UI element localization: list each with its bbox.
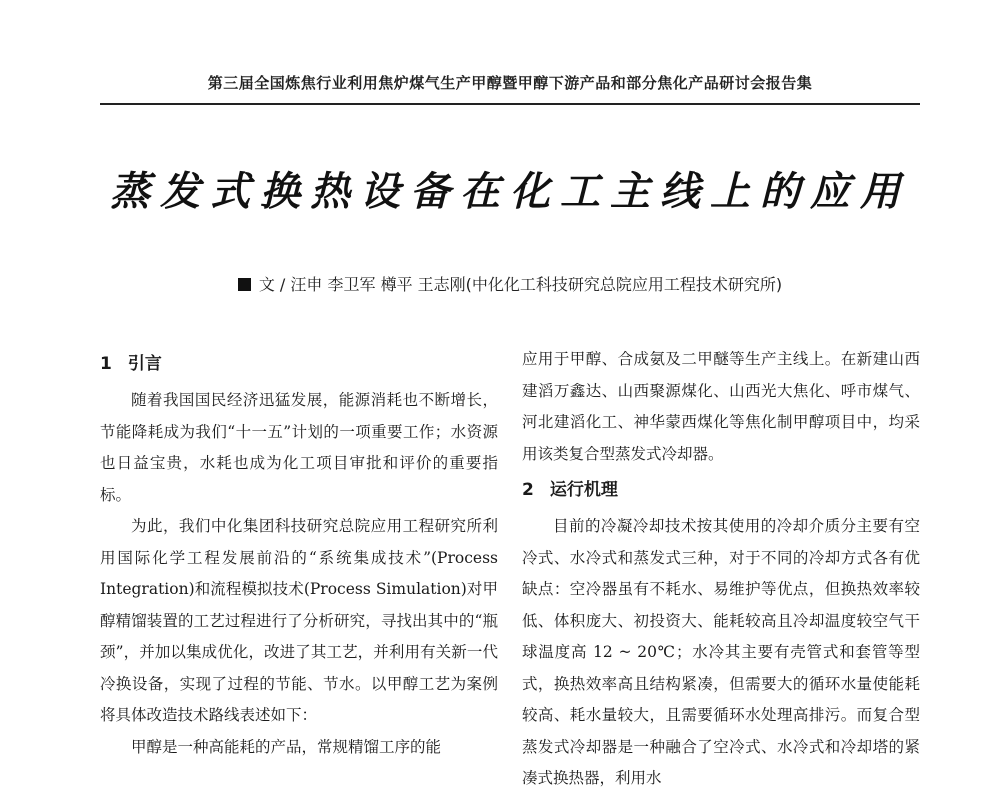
paragraph: 随着我国国民经济迅猛发展，能源消耗也不断增长，节能降耗成为我们“十一五”计划的一项重要工作；水资源也日益宝贵，水耗也成为化工项目审批和评价的重要指标。 <box>100 391 498 504</box>
section-number: 2 <box>522 480 534 500</box>
header-rule <box>100 103 920 105</box>
left-column <box>100 348 498 763</box>
section-heading-2 <box>522 474 920 507</box>
square-bullet-icon <box>238 278 251 291</box>
paragraph: 为此，我们中化集团科技研究总院应用工程研究所利用国际化学工程发展前沿的“系统集成技术”(Process Integration)和流程模拟技术(Process Simulation)对甲醇精馏装置的工艺过程进行了分析研究，寻找出其中的“瓶颈”，并加以集成优化，改进了其工艺，并利用有关新一代冷换设备，实现了过程的节能、节水。以甲醇工艺为案例将具体改造技术路线表述如下： <box>100 517 498 724</box>
paragraph: 应用于甲醇、合成氨及二甲醚等生产主线上。在新建山西建滔万鑫达、山西聚源煤化、山西光大焦化、呼市煤气、河北建滔化工、神华蒙西煤化等焦化制甲醇项目中，均采用该类复合型蒸发式冷却器。 <box>522 350 920 463</box>
right-column <box>522 344 920 795</box>
paragraph: 甲醇是一种高能耗的产品，常规精馏工序的能 <box>131 737 442 756</box>
section-number: 1 <box>100 354 112 374</box>
section-title: 运行机理 <box>549 480 618 500</box>
section-title: 引言 <box>127 354 162 374</box>
section-heading-1 <box>100 348 498 381</box>
running-header: 第三届全国炼焦行业利用焦炉煤气生产甲醇暨甲醇下游产品和部分焦化产品研讨会报告集 <box>207 74 813 92</box>
byline <box>100 272 920 295</box>
byline-text: 文 / 汪申 李卫军 樽平 王志刚(中化化工科技研究总院应用工程技术研究所) <box>258 275 783 294</box>
paper-title: 蒸发式换热设备在化工主线上的应用 <box>110 168 910 215</box>
paragraph: 目前的冷凝冷却技术按其使用的冷却介质分主要有空冷式、水冷式和蒸发式三种，对于不同的冷却方式各有优缺点：空冷器虽有不耗水、易维护等优点，但换热效率较低、体积庞大、初投资大、能耗较高且冷却温度较空气干球温度高 12 ~ 20℃；水冷其主要有壳管式和套管等型式，换热效率高且结构紧凑，但需要大的循环水量使能耗较高、耗水量较大，且需要循环水处理高排污。而复合型蒸发式冷却器是一种融合了空冷式、水冷式和冷却塔的紧凑式换热器，利用水 <box>522 517 920 787</box>
